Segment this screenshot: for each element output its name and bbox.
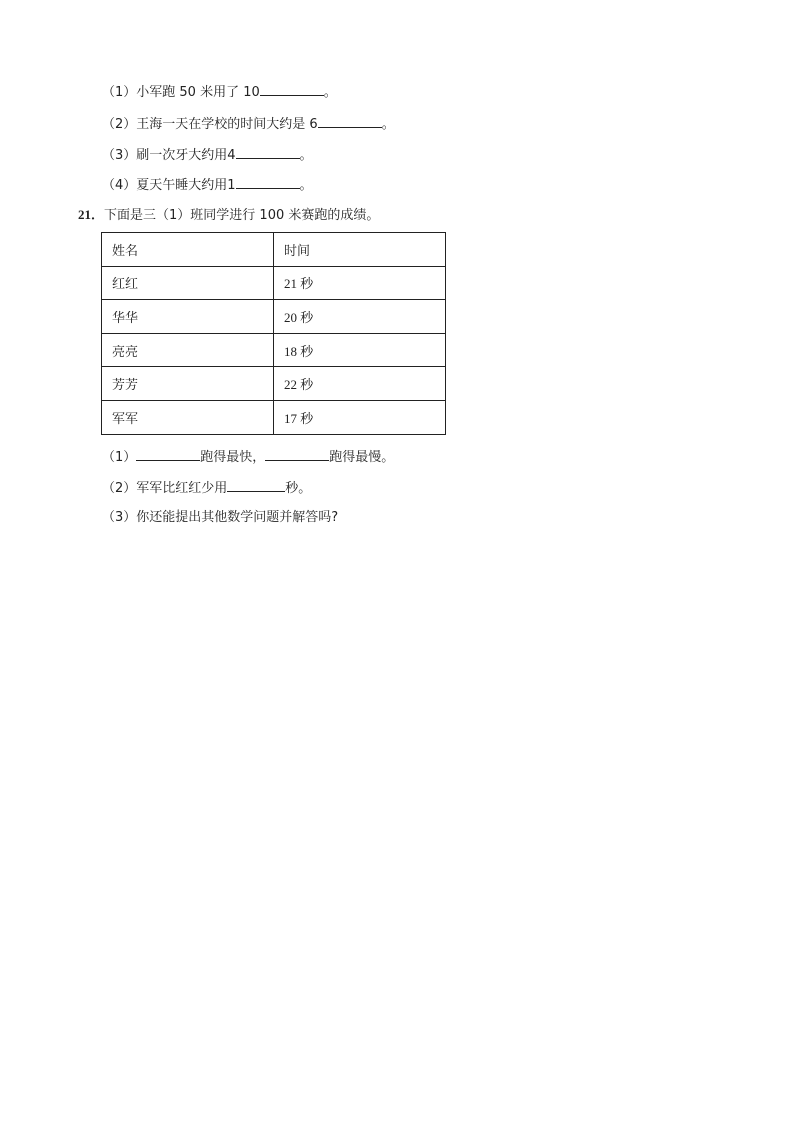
question-text: （2）王海一天在学校的时间大约是 6 <box>102 117 318 132</box>
question-line-1 <box>102 82 337 102</box>
cell-name: 亮亮 <box>102 333 274 367</box>
answer-blank[interactable] <box>260 82 324 96</box>
question-line-2 <box>102 114 395 134</box>
cell-time: 20 秒 <box>274 300 446 334</box>
table-header-row <box>102 233 446 267</box>
table-row <box>102 266 446 300</box>
question-suffix: 。 <box>323 85 337 100</box>
table-row <box>102 400 446 434</box>
subquestion-1 <box>102 447 394 467</box>
question-title: 下面是三（1）班同学进行 100 米赛跑的成绩。 <box>104 208 380 223</box>
question-number: 21． <box>78 207 105 222</box>
question-text: （4）夏天午睡大约用1 <box>102 178 236 193</box>
header-name: 姓名 <box>102 233 274 267</box>
answer-blank[interactable] <box>318 114 382 128</box>
question-text: （3）刷一次牙大约用4 <box>102 148 236 163</box>
table-row <box>102 367 446 401</box>
subquestion-text: （3）你还能提出其他数学问题并解答吗? <box>102 510 339 525</box>
cell-name: 芳芳 <box>102 367 274 401</box>
subquestion-mid: 跑得最快， <box>200 450 266 465</box>
question-text: （1）小军跑 50 米用了 10 <box>102 85 260 100</box>
question-suffix: 。 <box>299 178 313 193</box>
cell-time: 22 秒 <box>274 367 446 401</box>
subquestion-2 <box>102 478 311 498</box>
subquestion-suffix: 跑得最慢。 <box>329 450 395 465</box>
table-row <box>102 333 446 367</box>
cell-time: 17 秒 <box>274 400 446 434</box>
cell-time: 21 秒 <box>274 266 446 300</box>
question-suffix: 。 <box>381 117 395 132</box>
subquestion-suffix: 秒。 <box>285 481 312 496</box>
cell-name: 华华 <box>102 300 274 334</box>
question-21-heading <box>78 206 379 225</box>
header-time: 时间 <box>274 233 446 267</box>
question-line-4 <box>102 175 313 195</box>
question-line-3 <box>102 145 313 165</box>
subquestion-prefix: （1） <box>102 450 137 465</box>
cell-name: 红红 <box>102 266 274 300</box>
answer-blank-slowest[interactable] <box>265 447 329 461</box>
subquestion-3 <box>102 509 338 527</box>
answer-blank[interactable] <box>236 175 300 189</box>
results-table <box>101 232 446 435</box>
subquestion-prefix: （2）军军比红红少用 <box>102 481 228 496</box>
question-suffix: 。 <box>299 148 313 163</box>
answer-blank[interactable] <box>227 478 285 492</box>
cell-time: 18 秒 <box>274 333 446 367</box>
answer-blank[interactable] <box>236 145 300 159</box>
cell-name: 军军 <box>102 400 274 434</box>
answer-blank-fastest[interactable] <box>136 447 200 461</box>
table-row <box>102 300 446 334</box>
